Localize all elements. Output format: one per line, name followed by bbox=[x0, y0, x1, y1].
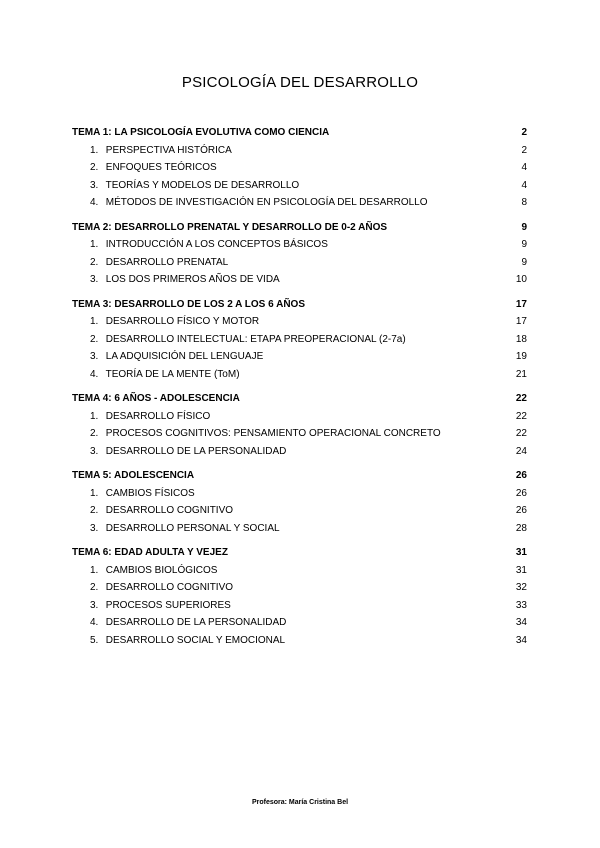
toc-item-text bbox=[90, 562, 217, 580]
toc-item-number: 2. bbox=[90, 582, 99, 593]
document-title: PSICOLOGÍA DEL DESARROLLO bbox=[181, 74, 419, 91]
toc-item-label: DESARROLLO COGNITIVO bbox=[105, 582, 234, 593]
toc-item-text bbox=[90, 425, 441, 443]
toc-item-label: DESARROLLO DE LA PERSONALIDAD bbox=[105, 445, 287, 457]
toc-item-text bbox=[90, 313, 259, 331]
toc-section bbox=[72, 219, 527, 289]
toc-item-page: 9 bbox=[521, 256, 527, 268]
toc-item-page: 33 bbox=[515, 599, 527, 611]
toc-chapter-entry[interactable] bbox=[72, 544, 527, 562]
toc-item-entry[interactable] bbox=[72, 348, 527, 366]
toc-item-entry[interactable] bbox=[72, 502, 527, 520]
toc-item-text bbox=[90, 177, 299, 195]
toc-chapter-title: TEMA 1: LA PSICOLOGÍA EVOLUTIVA COMO CIENCIA bbox=[72, 127, 330, 138]
toc-item-entry[interactable] bbox=[72, 254, 527, 272]
toc-item-label: TEORÍAS Y MODELOS DE DESARROLLO bbox=[105, 179, 300, 191]
toc-item-text bbox=[90, 597, 231, 615]
toc-item-entry[interactable] bbox=[72, 579, 527, 597]
toc-item-entry[interactable] bbox=[72, 177, 527, 195]
toc-item-entry[interactable] bbox=[72, 159, 527, 177]
toc-item-page: 22 bbox=[515, 428, 527, 439]
toc-chapter-title: TEMA 2: DESARROLLO PRENATAL Y DESARROLLO DE 0-2 AÑOS bbox=[72, 221, 388, 233]
toc-item-number: 4. bbox=[90, 617, 99, 628]
toc-chapter-entry[interactable] bbox=[72, 467, 527, 485]
toc-item-text bbox=[90, 142, 232, 160]
toc-item-number: 2. bbox=[90, 505, 99, 516]
toc-item-label: DESARROLLO INTELECTUAL: ETAPA PREOPERACIONAL (2-7a) bbox=[105, 333, 406, 345]
toc-item-label: DESARROLLO PRENATAL bbox=[105, 256, 229, 268]
toc-item-entry[interactable] bbox=[72, 331, 527, 349]
toc-item-entry[interactable] bbox=[72, 425, 527, 443]
toc-item-number: 2. bbox=[90, 256, 99, 268]
toc-item-text bbox=[90, 271, 280, 289]
toc-item-entry[interactable] bbox=[72, 562, 527, 580]
toc-item-entry[interactable] bbox=[72, 271, 527, 289]
toc-item-text bbox=[90, 632, 285, 650]
toc-chapter-entry[interactable] bbox=[72, 296, 527, 314]
toc-chapter-title: TEMA 3: DESARROLLO DE LOS 2 A LOS 6 AÑOS bbox=[72, 298, 305, 310]
toc-item-text bbox=[90, 366, 240, 384]
toc-item-text bbox=[90, 254, 228, 272]
toc-item-entry[interactable] bbox=[72, 194, 527, 212]
toc-item-label: DESARROLLO COGNITIVO bbox=[105, 505, 234, 516]
toc-chapter-entry[interactable] bbox=[72, 390, 527, 408]
toc-item-text bbox=[90, 502, 233, 520]
toc-item-page: 10 bbox=[515, 274, 527, 285]
toc-chapter-entry[interactable] bbox=[72, 124, 527, 142]
toc-item-page: 26 bbox=[515, 505, 527, 516]
toc-item-page: 28 bbox=[515, 522, 527, 534]
toc-item-number: 3. bbox=[90, 599, 99, 611]
toc-item-label: CAMBIOS BIOLÓGICOS bbox=[105, 564, 218, 576]
toc-item-page: 22 bbox=[515, 410, 527, 422]
toc-item-label: LA ADQUISICIÓN DEL LENGUAJE bbox=[105, 351, 264, 362]
table-of-contents bbox=[72, 124, 527, 656]
toc-item-label: CAMBIOS FÍSICOS bbox=[105, 487, 195, 499]
toc-item-text bbox=[90, 194, 428, 212]
toc-item-label: TEORÍA DE LA MENTE (ToM) bbox=[105, 368, 240, 380]
toc-chapter-title: TEMA 4: 6 AÑOS - ADOLESCENCIA bbox=[72, 393, 240, 404]
toc-item-entry[interactable] bbox=[72, 366, 527, 384]
toc-item-number: 2. bbox=[90, 333, 99, 345]
toc-chapter-entry[interactable] bbox=[72, 219, 527, 237]
toc-item-page: 2 bbox=[521, 144, 527, 156]
toc-item-page: 32 bbox=[515, 582, 527, 593]
toc-chapter-page: 22 bbox=[515, 393, 527, 404]
toc-section bbox=[72, 124, 527, 212]
toc-item-page: 17 bbox=[515, 316, 527, 327]
toc-item-text bbox=[90, 159, 217, 177]
toc-chapter-title: TEMA 5: ADOLESCENCIA bbox=[72, 470, 195, 481]
toc-item-label: MÉTODOS DE INVESTIGACIÓN EN PSICOLOGÍA DEL DESARROLLO bbox=[105, 197, 428, 208]
toc-item-label: DESARROLLO SOCIAL Y EMOCIONAL bbox=[105, 634, 286, 646]
toc-item-label: LOS DOS PRIMEROS AÑOS DE VIDA bbox=[105, 274, 280, 285]
toc-item-entry[interactable] bbox=[72, 408, 527, 426]
toc-item-page: 26 bbox=[515, 487, 527, 499]
toc-item-entry[interactable] bbox=[72, 313, 527, 331]
toc-item-label: INTRODUCCIÓN A LOS CONCEPTOS BÁSICOS bbox=[105, 239, 328, 250]
toc-item-entry[interactable] bbox=[72, 614, 527, 632]
toc-item-label: ENFOQUES TEÓRICOS bbox=[105, 162, 217, 173]
toc-chapter-page: 17 bbox=[515, 298, 527, 310]
toc-item-entry[interactable] bbox=[72, 485, 527, 503]
toc-item-label: DESARROLLO PERSONAL Y SOCIAL bbox=[105, 522, 280, 534]
toc-item-page: 31 bbox=[515, 564, 527, 576]
toc-item-number: 2. bbox=[90, 428, 99, 439]
toc-item-text bbox=[90, 579, 233, 597]
toc-chapter-page: 9 bbox=[521, 221, 527, 233]
toc-item-number: 5. bbox=[90, 634, 99, 646]
toc-item-text bbox=[90, 348, 263, 366]
toc-item-text bbox=[90, 236, 328, 254]
toc-item-number: 2. bbox=[90, 162, 99, 173]
toc-item-number: 4. bbox=[90, 197, 99, 208]
toc-section bbox=[72, 467, 527, 537]
toc-item-text bbox=[90, 331, 406, 349]
toc-item-number: 1. bbox=[90, 410, 99, 422]
toc-item-number: 3. bbox=[90, 522, 99, 534]
toc-chapter-page: 31 bbox=[515, 547, 527, 558]
toc-item-number: 4. bbox=[90, 368, 99, 380]
toc-section bbox=[72, 544, 527, 649]
toc-item-number: 1. bbox=[90, 239, 99, 250]
toc-item-entry[interactable] bbox=[72, 632, 527, 650]
toc-item-number: 3. bbox=[90, 274, 99, 285]
toc-item-text bbox=[90, 614, 286, 632]
toc-item-text bbox=[90, 520, 280, 538]
toc-item-page: 18 bbox=[515, 333, 527, 345]
toc-item-number: 1. bbox=[90, 316, 99, 327]
toc-item-text bbox=[90, 408, 210, 426]
toc-item-page: 19 bbox=[515, 351, 527, 362]
toc-item-number: 1. bbox=[90, 564, 99, 576]
toc-item-label: DESARROLLO FÍSICO Y MOTOR bbox=[105, 316, 260, 327]
toc-chapter-title: TEMA 6: EDAD ADULTA Y VEJEZ bbox=[72, 547, 228, 558]
toc-item-number: 1. bbox=[90, 144, 99, 156]
toc-item-label: DESARROLLO FÍSICO bbox=[105, 410, 211, 422]
toc-item-page: 4 bbox=[521, 179, 527, 191]
toc-item-number: 1. bbox=[90, 487, 99, 499]
toc-item-number: 3. bbox=[90, 351, 99, 362]
toc-item-page: 4 bbox=[521, 162, 527, 173]
toc-item-number: 3. bbox=[90, 445, 99, 457]
toc-item-label: PROCESOS SUPERIORES bbox=[105, 599, 231, 611]
toc-item-number: 3. bbox=[90, 179, 99, 191]
toc-item-page: 21 bbox=[515, 368, 527, 380]
toc-section bbox=[72, 296, 527, 384]
toc-item-label: PROCESOS COGNITIVOS: PENSAMIENTO OPERACIONAL CONCRETO bbox=[105, 428, 441, 439]
toc-item-entry[interactable] bbox=[72, 597, 527, 615]
toc-item-text bbox=[90, 485, 195, 503]
toc-item-page: 24 bbox=[515, 445, 527, 457]
toc-item-entry[interactable] bbox=[72, 443, 527, 461]
toc-item-entry[interactable] bbox=[72, 520, 527, 538]
toc-chapter-page: 26 bbox=[515, 470, 527, 481]
toc-item-page: 34 bbox=[515, 634, 527, 646]
toc-item-page: 34 bbox=[515, 617, 527, 628]
toc-chapter-page: 2 bbox=[521, 127, 527, 138]
toc-item-entry[interactable] bbox=[72, 142, 527, 160]
footer-professor: Profesora: María Cristina Bel bbox=[251, 799, 349, 806]
toc-item-page: 9 bbox=[521, 239, 527, 250]
toc-section bbox=[72, 390, 527, 460]
toc-item-label: DESARROLLO DE LA PERSONALIDAD bbox=[105, 617, 287, 628]
toc-item-text bbox=[90, 443, 286, 461]
toc-item-entry[interactable] bbox=[72, 236, 527, 254]
toc-item-label: PERSPECTIVA HISTÓRICA bbox=[105, 144, 232, 156]
toc-item-page: 8 bbox=[521, 197, 527, 208]
